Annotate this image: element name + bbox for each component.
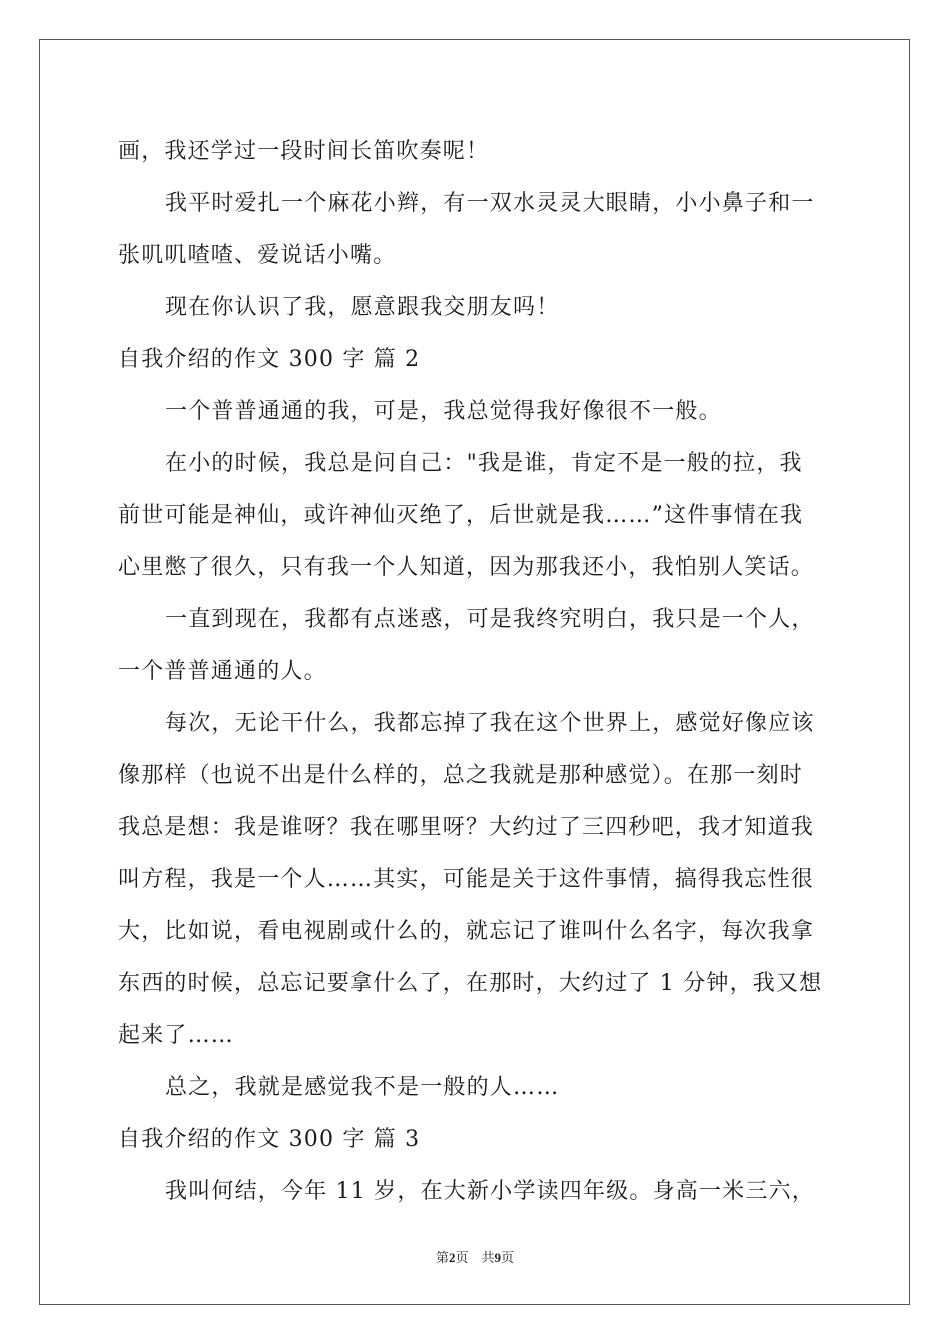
document-body bbox=[118, 126, 838, 1218]
section-heading: 自我介绍的作文 300 字 篇 3 bbox=[118, 1127, 421, 1152]
text-line: 起来了…… bbox=[118, 1023, 235, 1048]
text-line: 我平时爱扎一个麻花小辫，有一双水灵灵大眼睛，小小鼻子和一 bbox=[165, 191, 815, 216]
text-line: 每次，无论干什么，我都忘掉了我在这个世界上，感觉好像应该 bbox=[165, 711, 815, 736]
text-line: 画，我还学过一段时间长笛吹奏呢！ bbox=[118, 139, 490, 164]
text-line: 心里憋了很久，只有我一个人知道，因为那我还小，我怕别人笑话。 bbox=[118, 555, 815, 580]
text-line: 总之，我就是感觉我不是一般的人…… bbox=[165, 1075, 560, 1100]
text-line: 现在你认识了我，愿意跟我交朋友吗！ bbox=[165, 295, 560, 320]
text-line: 一个普普通通的我，可是，我总觉得我好像很不一般。 bbox=[165, 399, 722, 424]
text-line: 在小的时候，我总是问自己："我是谁，肯定不是一般的拉，我 bbox=[165, 451, 803, 476]
current-page-number: 2 bbox=[448, 1250, 456, 1265]
text-line: 东西的时候，总忘记要拿什么了，在那时，大约过了 1 分钟，我又想 bbox=[118, 971, 823, 996]
text-line: 前世可能是神仙，或许神仙灭绝了，后世就是我……”这件事情在我 bbox=[118, 503, 804, 528]
section-heading: 自我介绍的作文 300 字 篇 2 bbox=[118, 347, 421, 372]
text-line: 大，比如说，看电视剧或什么的，就忘记了谁叫什么名字，每次我拿 bbox=[118, 919, 815, 944]
text-line: 张叽叽喳喳、爱说话小嘴。 bbox=[118, 243, 397, 268]
footer-suffix: 页 bbox=[501, 1250, 515, 1265]
text-line: 叫方程，我是一个人……其实，可能是关于这件事情，搞得我忘性很 bbox=[118, 867, 815, 892]
total-page-count: 9 bbox=[494, 1250, 501, 1265]
footer-mid: 页 共 bbox=[455, 1250, 495, 1265]
text-line: 我叫何结，今年 11 岁，在大新小学读四年级。身高一米三六， bbox=[165, 1179, 815, 1204]
text-line: 我总是想：我是谁呀？我在哪里呀？大约过了三四秒吧，我才知道我 bbox=[118, 815, 815, 840]
text-line: 一直到现在，我都有点迷惑，可是我终究明白，我只是一个人， bbox=[165, 607, 815, 632]
footer-prefix: 第 bbox=[435, 1250, 449, 1265]
text-line: 像那样（也说不出是什么样的，总之我就是那种感觉）。在那一刻时 bbox=[118, 763, 804, 788]
text-line: 一个普普通通的人。 bbox=[118, 659, 327, 684]
page-footer bbox=[0, 1247, 950, 1266]
